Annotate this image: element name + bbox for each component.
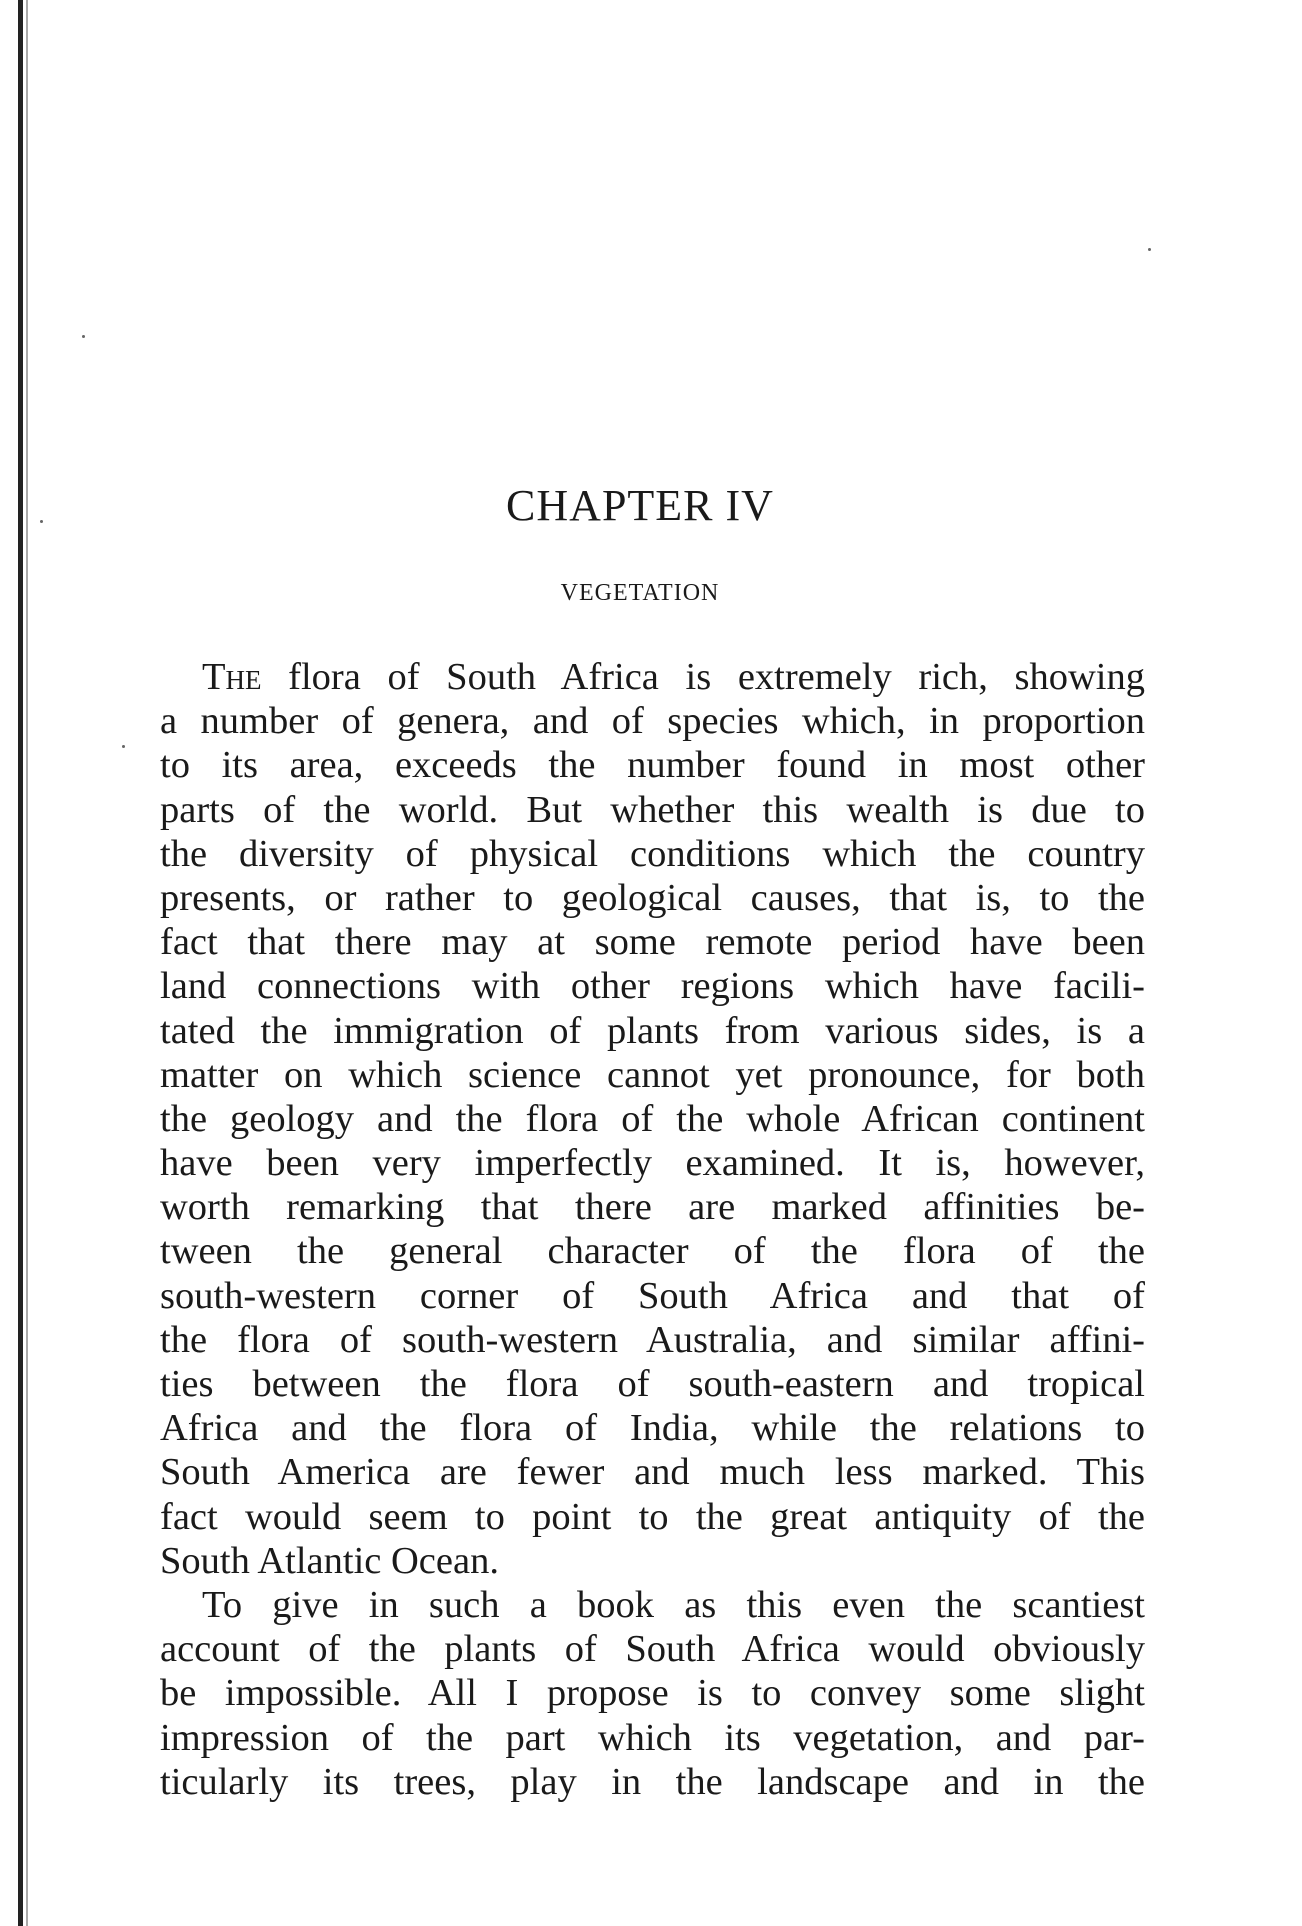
paragraph-line: South America are fewer and much less marked. This [160,1451,1145,1494]
paper-speck [40,520,43,523]
paragraph-line: South Atlantic Ocean. [160,1539,499,1582]
paragraph-line: the flora of south-western Australia, and similar affini- [160,1318,1145,1361]
paragraph-line: Africa and the flora of India, while the relations to [160,1407,1145,1450]
paragraph-line: be impossible. All I propose is to convey some slight [160,1672,1145,1715]
paragraph-line: the diversity of physical conditions which the country [160,832,1145,875]
paragraph-line: matter on which science cannot yet pronounce, for both [160,1053,1145,1096]
paragraph-line: to its area, exceeds the number found in most other [160,744,1145,787]
paragraph-line: have been very imperfectly examined. It is, however, [160,1142,1145,1185]
paragraph-line: ties between the flora of south-eastern and tropical [160,1363,1145,1405]
page-binding-shadow [26,0,28,1926]
paragraph-line: fact that there may at some remote period have been [160,921,1145,964]
paragraph-line: tated the immigration of plants from various sides, is a [160,1009,1145,1052]
chapter-heading: CHAPTER IV [506,481,774,530]
paragraph-line: a number of genera, and of species which, in proportion [160,700,1145,743]
paragraph-line: To give in such a book as this even the scantiest [202,1583,1145,1626]
paragraph-line: tween the general character of the flora of the [160,1230,1145,1273]
body-text [160,655,1145,1804]
line-text: flora of South Africa is extremely rich, showing [261,656,1145,698]
drop-word: The [202,656,262,698]
paragraph-line: parts of the world. But whether this wealth is due to [160,788,1145,831]
page-binding-edge [18,0,23,1926]
paragraph-line: south-western corner of South Africa and that of [160,1274,1145,1317]
paragraph-line: worth remarking that there are marked affinities be- [160,1186,1145,1229]
paragraph-line: fact would seem to point to the great antiquity of the [160,1495,1145,1538]
paragraph-line [160,655,1145,699]
paper-speck [1148,248,1151,251]
paragraph-line: the geology and the flora of the whole African continent [160,1097,1145,1140]
paragraph-line: impression of the part which its vegetation, and par- [160,1716,1145,1759]
paper-speck [82,335,85,338]
paragraph-line: account of the plants of South Africa would obviously [160,1628,1145,1671]
paper-speck [122,745,125,748]
paragraph-line: ticularly its trees, play in the landscape and in the [160,1760,1145,1803]
paragraph-line: land connections with other regions which have facili- [160,965,1145,1008]
paragraph-line: presents, or rather to geological causes, that is, to the [160,876,1145,919]
section-title: VEGETATION [560,580,720,606]
